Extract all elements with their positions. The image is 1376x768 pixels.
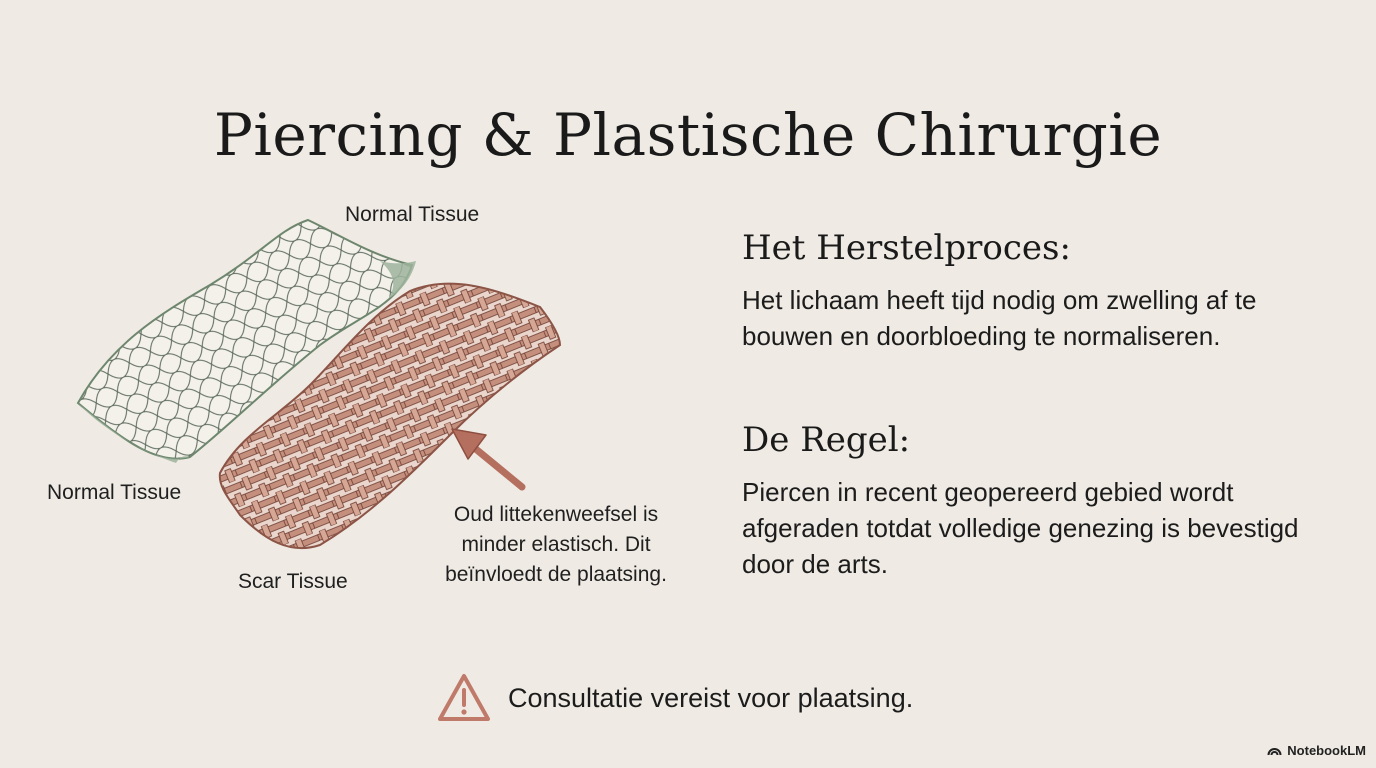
footer-warning: [436, 670, 913, 726]
footer-text: Consultatie vereist voor plaatsing.: [508, 682, 914, 713]
section-body: Piercen in recent geopereerd gebied wordt afgeraden totdat volledige genezing is bevestigd door de arts.: [742, 477, 1299, 579]
brand-text: NotebookLM: [1287, 743, 1366, 758]
label-normal-tissue-left: Normal Tissue: [47, 481, 182, 504]
section-herstelproces: [742, 228, 1342, 354]
section-body: Het lichaam heeft tijd nodig om zwelling af te bouwen en doorbloeding te normaliseren.: [742, 285, 1257, 351]
section-heading: Het Herstelproces:: [742, 228, 1071, 268]
callout-text: Oud littekenweefsel is minder elastisch. Dit beïnvloedt de plaatsing.: [445, 503, 667, 586]
section-regel: [742, 420, 1342, 582]
notebooklm-logo-icon: [1267, 745, 1282, 756]
warning-icon: [436, 672, 492, 724]
section-heading: De Regel:: [742, 420, 911, 460]
page-title: Piercing & Plastische Chirurgie: [213, 100, 1163, 169]
brand-watermark: [1267, 743, 1366, 758]
label-scar-tissue: Scar Tissue: [238, 570, 348, 593]
label-normal-tissue-top: Normal Tissue: [345, 203, 480, 226]
callout-arrow: [452, 429, 522, 487]
